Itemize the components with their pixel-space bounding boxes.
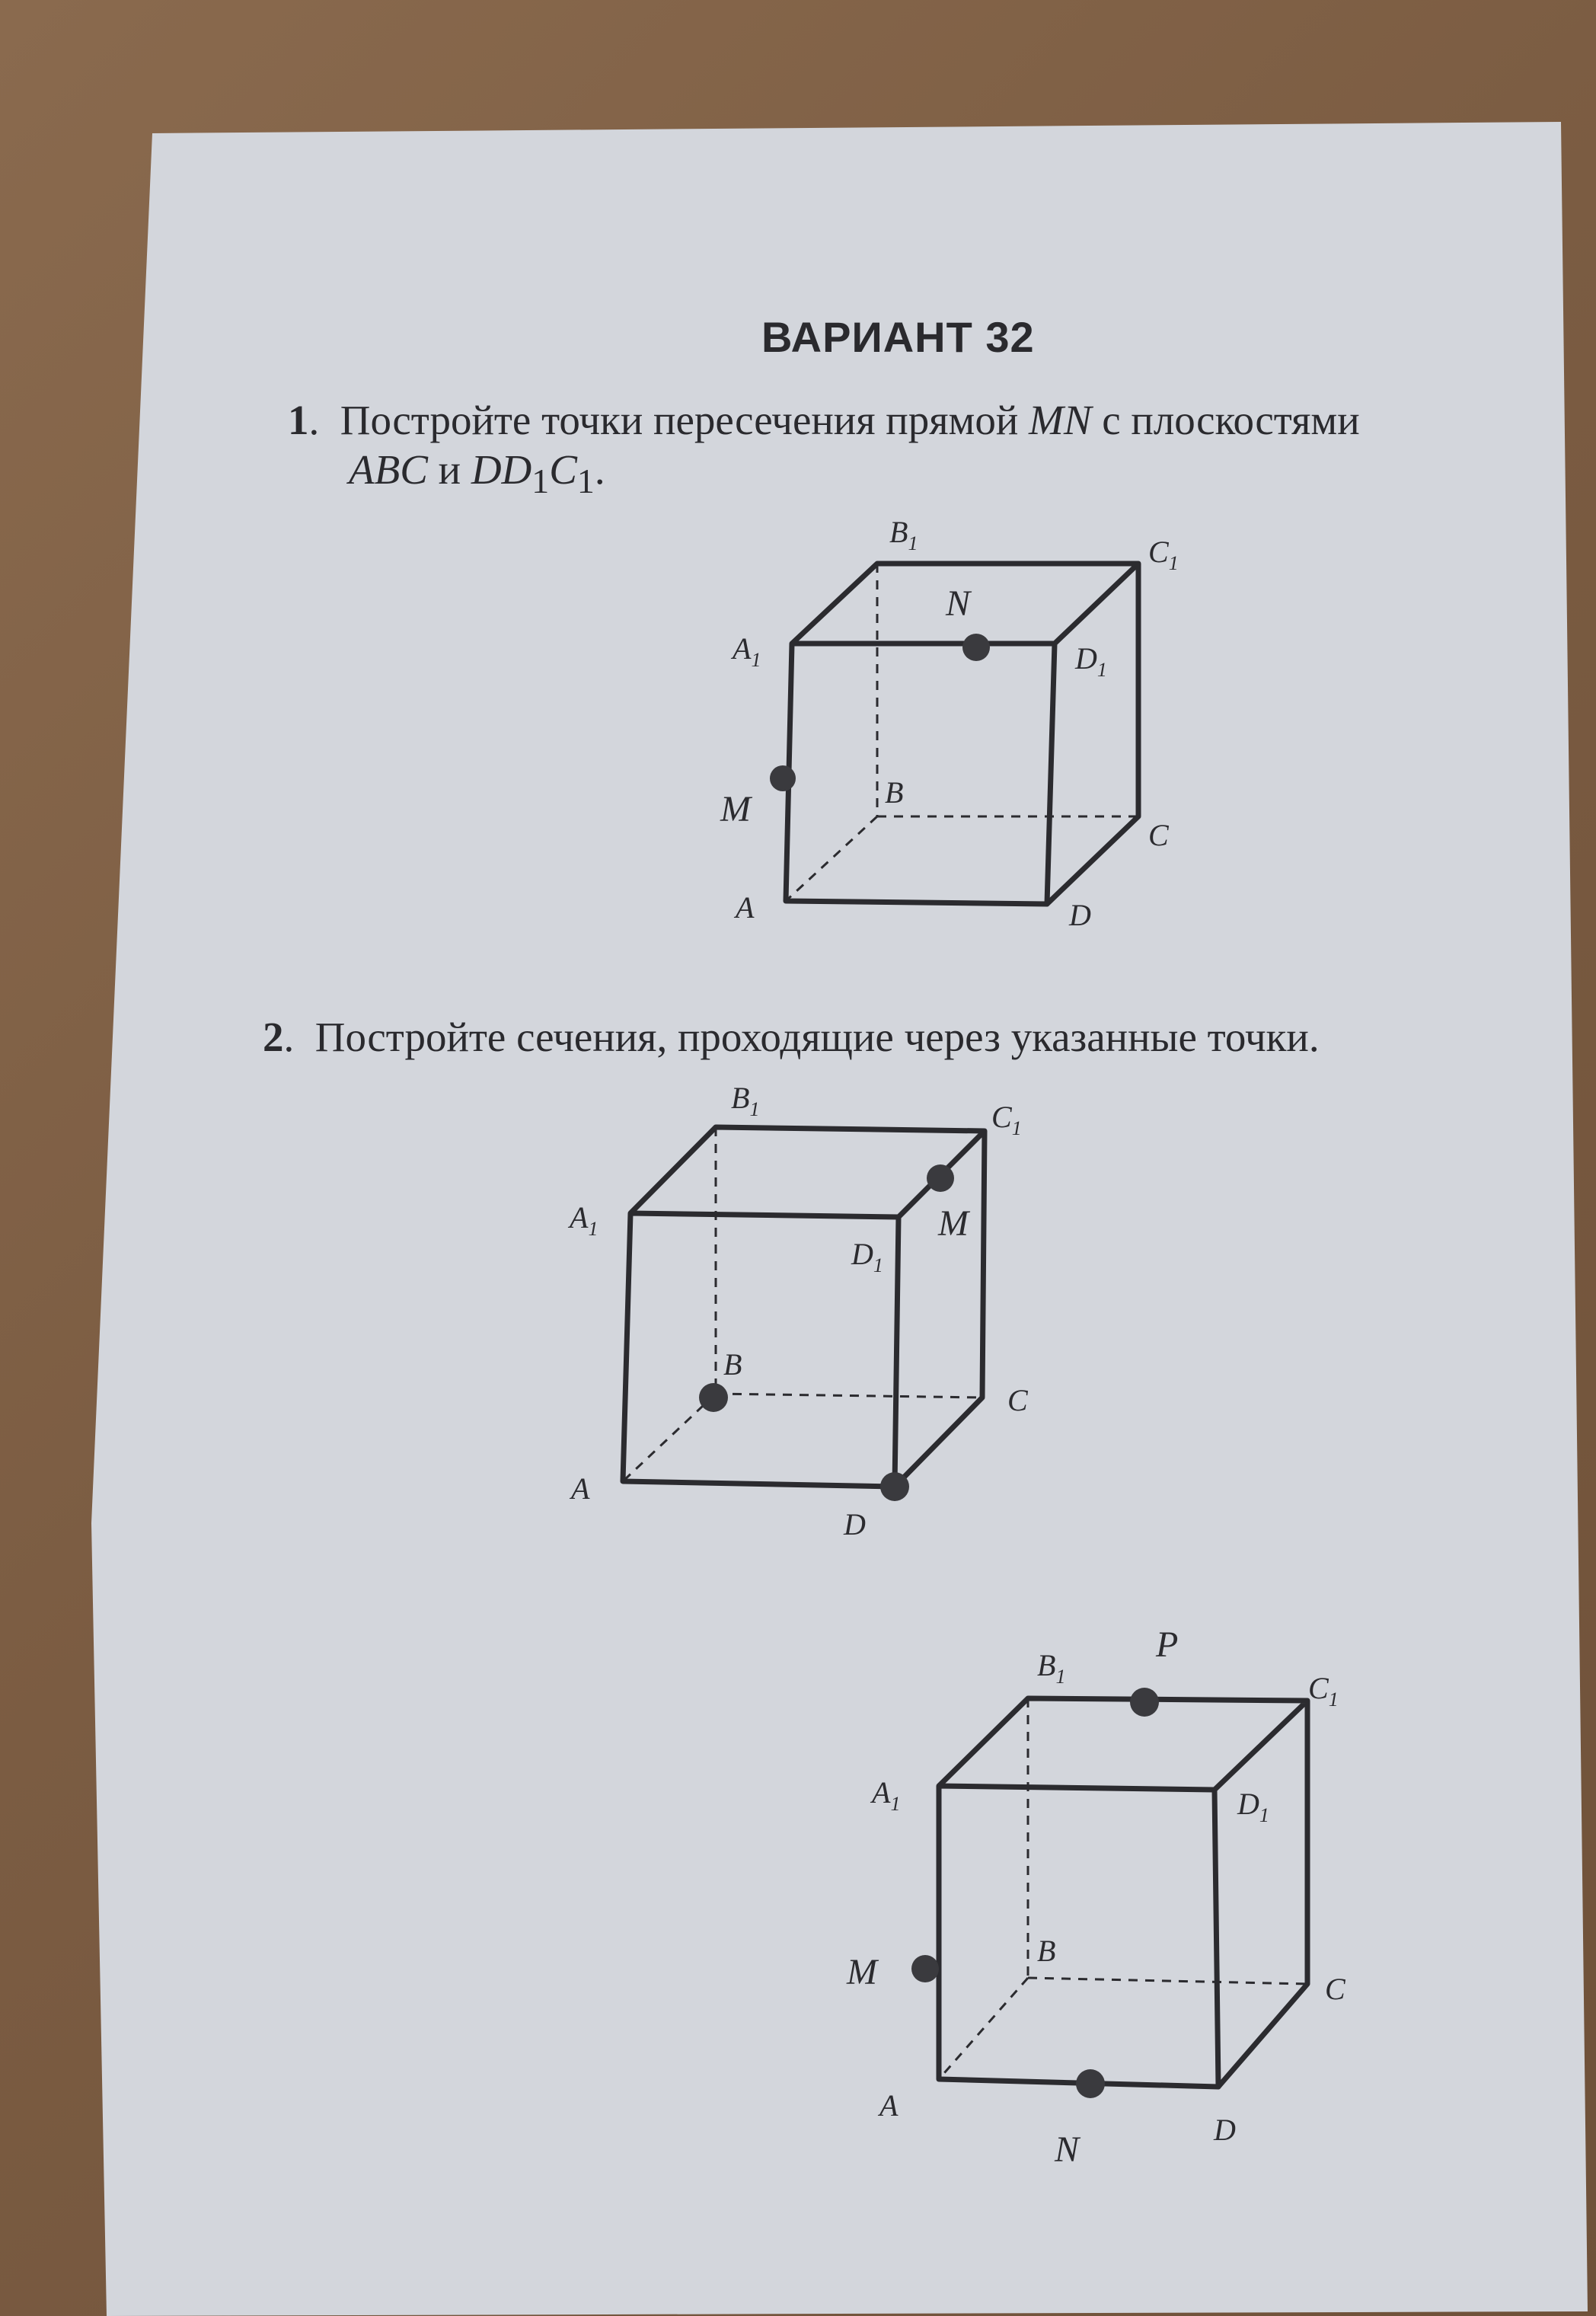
task-2-line: 2. Постройте сечения, проходящие через указанные точки. [263,1014,1320,1060]
task-1-text-a: Постройте точки пересечения прямой [340,397,1029,443]
task-1-line-name: MN [1029,397,1092,443]
cube-visible-edges [939,1698,1307,2087]
label-c: C [1148,818,1169,852]
task-1-and: и [427,446,471,493]
task-1-dot: . [594,446,605,493]
label-d: D [844,1507,866,1541]
label-a1: $A_1$ [872,1775,901,1815]
task-1-line-1: 1. Постройте точки пересечения прямой MN с плоскостями [288,397,1360,443]
task-1-plane-dd: DD [471,446,532,493]
task-1-plane-abc: ABC [349,446,428,493]
task-1-sub-1: 1 [531,462,550,500]
edge-d-d1 [1215,1790,1218,2087]
task-1-text-b: с плоскостями [1091,397,1360,443]
task-1-plane-c: C [549,446,577,493]
task-2-text: Постройте сечения, проходящие через указанные точки. [314,1014,1320,1060]
label-d1: $D_1$ [1075,641,1107,681]
label-c1: $C_1$ [991,1100,1022,1139]
edge-b-c [1028,1978,1307,1984]
point-n [1076,2069,1105,2098]
label-d: D [1214,2113,1236,2147]
label-m: M [938,1203,969,1244]
label-a: A [879,2088,899,2123]
label-b1: $B_1$ [731,1081,760,1120]
label-p: P [1156,1624,1179,1665]
label-m: M [847,1952,877,1992]
label-d1: $D_1$ [1237,1787,1269,1826]
label-c: C [1325,1972,1345,2006]
label-m: M [720,789,751,829]
task-1-sub-2: 1 [576,462,595,500]
task-2-number: 2 [263,1014,284,1060]
label-d: D [1069,898,1091,932]
label-c1: $C_1$ [1148,535,1179,574]
label-a1: $A_1$ [733,631,761,671]
label-a: A [571,1471,590,1506]
label-a1: $A_1$ [570,1200,598,1240]
label-n: N [946,583,971,624]
label-b: B [723,1347,742,1382]
edge-a-b [939,1978,1028,2079]
point-p [1130,1688,1159,1717]
task-1-number: 1 [288,397,309,443]
label-a: A [736,890,755,925]
label-b1: $B_1$ [1037,1648,1066,1688]
label-b1: $B_1$ [889,515,918,554]
point-m [911,1955,939,1982]
label-c: C [1007,1383,1028,1417]
page-title: ВАРИАНТ 32 [761,313,1035,361]
label-n: N [1055,2129,1080,2170]
label-c1: $C_1$ [1308,1671,1339,1711]
label-b: B [885,775,904,810]
label-b: B [1037,1934,1056,1968]
label-d1: $D_1$ [851,1237,883,1276]
